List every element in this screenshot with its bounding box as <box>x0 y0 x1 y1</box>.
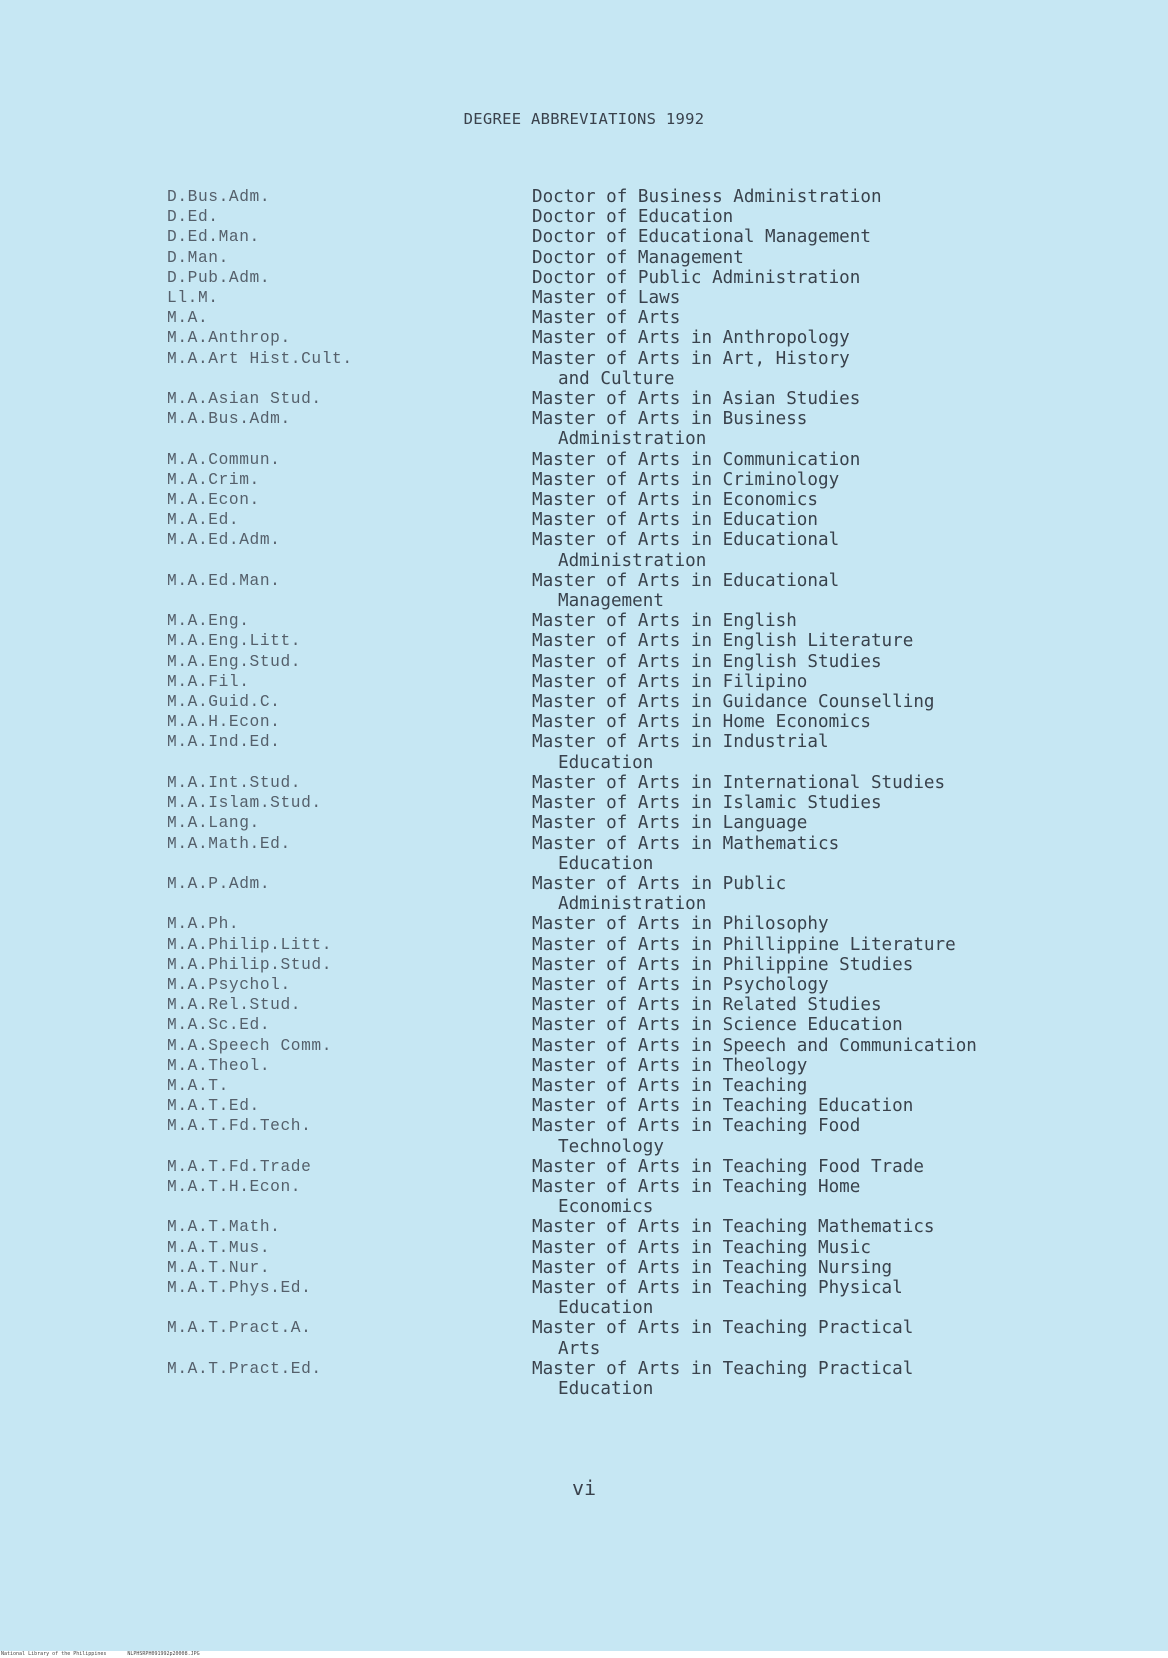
abbreviation-code: M.A.T.Ed. <box>167 1097 260 1116</box>
degree-name-line: Doctor of Educational Management <box>532 227 871 248</box>
abbreviation-code: M.A.Ind.Ed. <box>167 733 281 752</box>
degree-name <box>532 1076 807 1096</box>
degree-name-line: Master of Arts in Communication <box>532 449 861 470</box>
abbreviation-code: M.A.Fil. <box>167 672 250 691</box>
abbreviation-entry <box>0 571 1168 611</box>
abbreviation-code: M.A.Theol. <box>167 1056 271 1075</box>
degree-name <box>532 834 839 874</box>
abbreviation-code: M.A.Art Hist.Cult. <box>167 349 353 368</box>
degree-name <box>532 1217 935 1237</box>
degree-name <box>532 470 839 490</box>
abbreviation-code: M.A.Anthrop. <box>167 329 291 348</box>
abbreviation-code: M.A.Speech Comm. <box>167 1036 333 1055</box>
degree-name-line: Master of Arts in Science Education <box>532 1015 903 1036</box>
degree-name <box>532 530 839 570</box>
degree-name-line: Master of Arts in Related Studies <box>532 995 882 1016</box>
degree-name-line: Master of Arts in Industrial <box>532 732 829 753</box>
abbreviation-code: M.A.Philip.Stud. <box>167 955 333 974</box>
abbreviation-code: M.A.Commun. <box>167 450 281 469</box>
degree-name <box>532 1359 913 1399</box>
abbreviation-entry <box>0 248 1168 268</box>
abbreviation-entry <box>0 631 1168 651</box>
abbreviation-code: M.A.Bus.Adm. <box>167 410 291 429</box>
abbreviation-entry <box>0 268 1168 288</box>
abbreviation-entry <box>0 470 1168 490</box>
degree-name <box>532 248 744 268</box>
degree-name-continuation: Administration <box>558 429 707 450</box>
abbreviation-entry <box>0 1036 1168 1056</box>
abbreviation-entry <box>0 1217 1168 1237</box>
abbreviation-list <box>0 187 1168 1399</box>
abbreviation-entry <box>0 510 1168 530</box>
abbreviation-entry <box>0 308 1168 328</box>
degree-name <box>532 207 733 227</box>
degree-name <box>532 995 882 1015</box>
degree-name-line: Master of Arts in Phillippine Literature <box>532 934 956 955</box>
degree-name-line: Doctor of Business Administration <box>532 187 882 207</box>
degree-name <box>532 450 860 470</box>
abbreviation-entry <box>0 530 1168 570</box>
degree-name-line: Master of Arts in Guidance Counselling <box>532 692 935 713</box>
abbreviation-code: M.A.Eng.Litt. <box>167 632 302 651</box>
degree-name <box>532 712 871 732</box>
abbreviation-code: M.A.Sc.Ed. <box>167 1016 271 1035</box>
degree-name <box>532 1258 892 1278</box>
abbreviation-entry <box>0 975 1168 995</box>
abbreviation-entry <box>0 409 1168 449</box>
degree-name-continuation: Administration <box>558 894 707 915</box>
abbreviation-code: M.A.Math.Ed. <box>167 834 291 853</box>
abbreviation-code: M.A.T.Nur. <box>167 1258 271 1277</box>
abbreviation-entry <box>0 793 1168 813</box>
degree-name-line: Master of Arts in Teaching Music <box>532 1237 871 1258</box>
degree-name <box>532 652 882 672</box>
abbreviation-code: M.A.Psychol. <box>167 975 291 994</box>
abbreviation-entry <box>0 349 1168 389</box>
degree-name <box>532 349 850 389</box>
degree-name-line: Master of Arts in Business <box>532 409 808 430</box>
degree-name <box>532 1177 860 1217</box>
degree-name-line: Master of Arts in Teaching Practical <box>532 1358 914 1379</box>
degree-name-line: Master of Arts in Anthropology <box>532 328 850 349</box>
degree-name-line: Doctor of Education <box>532 207 734 228</box>
abbreviation-entry <box>0 1096 1168 1116</box>
abbreviation-code: M.A.Guid.C. <box>167 693 281 712</box>
abbreviation-entry <box>0 389 1168 409</box>
degree-name <box>532 793 882 813</box>
abbreviation-code: D.Bus.Adm. <box>167 188 271 206</box>
degree-name <box>532 389 860 409</box>
abbreviation-entry <box>0 490 1168 510</box>
degree-name <box>532 571 839 611</box>
degree-name <box>532 975 829 995</box>
degree-name <box>532 732 829 772</box>
abbreviation-code: M.A.Rel.Stud. <box>167 996 302 1015</box>
footer-library: National Library of the Philippines <box>1 1651 107 1657</box>
abbreviation-entry <box>0 207 1168 227</box>
footer-filename: NLPHSRPH091992p20008.JPG <box>127 1651 200 1657</box>
degree-name <box>532 409 807 449</box>
degree-name-line: Master of Arts in Teaching Food Trade <box>532 1156 924 1177</box>
degree-name-line: Master of Arts in Filipino <box>532 671 808 692</box>
degree-name-line: Master of Arts <box>532 308 681 329</box>
degree-name <box>532 611 797 631</box>
degree-name-continuation: Education <box>558 1378 654 1399</box>
abbreviation-entry <box>0 935 1168 955</box>
abbreviation-entry <box>0 914 1168 934</box>
degree-name-line: Master of Arts in Teaching Physical <box>532 1277 903 1298</box>
degree-name-line: Doctor of Management <box>532 247 744 268</box>
degree-name-continuation: Administration <box>558 550 707 571</box>
abbreviation-code: D.Pub.Adm. <box>167 268 271 287</box>
degree-name-line: Master of Arts in Teaching Mathematics <box>532 1217 935 1238</box>
degree-name <box>532 935 956 955</box>
degree-name-line: Master of Arts in Teaching Food <box>532 1116 861 1137</box>
degree-name-continuation: Technology <box>558 1136 664 1157</box>
abbreviation-entry <box>0 773 1168 793</box>
degree-name-line: Master of Arts in Teaching Education <box>532 1096 914 1117</box>
abbreviation-code: M.A.Ed.Adm. <box>167 531 281 550</box>
abbreviation-code: M.A.T.Pract.Ed. <box>167 1359 322 1378</box>
degree-name-line: Master of Laws <box>532 288 681 309</box>
degree-name <box>532 1116 860 1156</box>
abbreviation-entry <box>0 1015 1168 1035</box>
degree-name <box>532 490 818 510</box>
abbreviation-entry <box>0 874 1168 914</box>
degree-name-line: Master of Arts in English Studies <box>532 651 882 672</box>
page-title: DEGREE ABBREVIATIONS 1992 <box>463 110 705 128</box>
abbreviation-entry <box>0 1177 1168 1217</box>
degree-name-line: Master of Arts in Theology <box>532 1055 808 1076</box>
abbreviation-code: M.A.Ed.Man. <box>167 571 281 590</box>
abbreviation-code: M.A.T.Fd.Trade <box>167 1157 312 1176</box>
degree-name <box>532 692 935 712</box>
degree-name <box>532 328 850 348</box>
degree-name-line: Doctor of Public Administration <box>532 267 861 288</box>
abbreviation-entry <box>0 1318 1168 1358</box>
abbreviation-code: M.A.T.Math. <box>167 1218 281 1237</box>
abbreviation-code: M.A.Int.Stud. <box>167 773 302 792</box>
abbreviation-entry <box>0 1359 1168 1399</box>
degree-name-line: Master of Arts in International Studies <box>532 772 946 793</box>
degree-name-line: Master of Arts in Philosophy <box>532 914 829 935</box>
abbreviation-code: Ll.M. <box>167 289 219 308</box>
degree-name <box>532 510 818 530</box>
degree-name-line: Master of Arts in Economics <box>532 490 818 511</box>
abbreviation-entry <box>0 995 1168 1015</box>
degree-name <box>532 773 945 793</box>
abbreviation-entry <box>0 450 1168 470</box>
abbreviation-entry <box>0 672 1168 692</box>
abbreviation-entry <box>0 1238 1168 1258</box>
degree-name <box>532 308 680 328</box>
abbreviation-entry <box>0 1278 1168 1318</box>
abbreviation-code: M.A.Asian Stud. <box>167 390 322 409</box>
degree-name-continuation: Education <box>558 853 654 874</box>
degree-name-continuation: Management <box>558 591 664 612</box>
degree-name-line: Master of Arts in Psychology <box>532 974 829 995</box>
abbreviation-entry <box>0 328 1168 348</box>
degree-name <box>532 1157 924 1177</box>
abbreviation-code: M.A.P.Adm. <box>167 874 271 893</box>
abbreviation-entry <box>0 955 1168 975</box>
degree-name-line: Master of Arts in Teaching Practical <box>532 1318 914 1339</box>
degree-name <box>532 227 871 247</box>
abbreviation-code: M.A.Eng. <box>167 612 250 631</box>
degree-name-continuation: Economics <box>558 1197 654 1218</box>
degree-name-line: Master of Arts in Teaching <box>532 1075 808 1096</box>
degree-name <box>532 1278 903 1318</box>
degree-name-line: Master of Arts in Educational <box>532 530 840 551</box>
degree-name-line: Master of Arts in Mathematics <box>532 833 840 854</box>
abbreviation-code: M.A.T.Pract.A. <box>167 1319 312 1338</box>
abbreviation-entry <box>0 813 1168 833</box>
abbreviation-code: M.A.Eng.Stud. <box>167 652 302 671</box>
abbreviation-code: M.A.H.Econ. <box>167 713 281 732</box>
abbreviation-code: M.A.Econ. <box>167 491 260 510</box>
abbreviation-entry <box>0 288 1168 308</box>
abbreviation-entry <box>0 732 1168 772</box>
abbreviation-code: M.A.Crim. <box>167 470 260 489</box>
degree-name <box>532 1015 903 1035</box>
abbreviation-entry <box>0 1157 1168 1177</box>
abbreviation-entry <box>0 1258 1168 1278</box>
degree-name-line: Master of Arts in Educational <box>532 570 840 591</box>
abbreviation-entry <box>0 692 1168 712</box>
degree-name-line: Master of Arts in English Literature <box>532 631 914 652</box>
page-number: vi <box>571 1476 597 1500</box>
abbreviation-entry <box>0 834 1168 874</box>
degree-name <box>532 1036 977 1056</box>
abbreviation-code: M.A.T.Phys.Ed. <box>167 1278 312 1297</box>
abbreviation-code: M.A. <box>167 309 209 328</box>
degree-name-line: Master of Arts in Home Economics <box>532 712 871 733</box>
abbreviation-code: M.A.T. <box>167 1076 229 1095</box>
degree-name <box>532 1318 913 1358</box>
degree-name <box>532 672 807 692</box>
abbreviation-code: M.A.Lang. <box>167 814 260 833</box>
degree-name-line: Master of Arts in Language <box>532 813 808 834</box>
degree-name-line: Master of Arts in Philippine Studies <box>532 954 914 975</box>
abbreviation-entry <box>0 652 1168 672</box>
degree-name-line: Master of Arts in English <box>532 611 797 632</box>
scan-footer <box>0 1651 1168 1658</box>
degree-name-line: Master of Arts in Teaching Nursing <box>532 1257 893 1278</box>
degree-name <box>532 1238 871 1258</box>
degree-name-line: Master of Arts in Asian Studies <box>532 389 861 410</box>
abbreviation-code: M.A.T.Fd.Tech. <box>167 1117 312 1136</box>
abbreviation-code: M.A.T.Mus. <box>167 1238 271 1257</box>
degree-name-line: Master of Arts in Education <box>532 510 818 531</box>
abbreviation-entry <box>0 227 1168 247</box>
abbreviation-code: M.A.Philip.Litt. <box>167 935 333 954</box>
degree-name-line: Master of Arts in Speech and Communication <box>532 1035 977 1056</box>
degree-name <box>532 914 829 934</box>
degree-name <box>532 268 860 288</box>
degree-name <box>532 631 913 651</box>
abbreviation-code: D.Ed. <box>167 208 219 227</box>
degree-name <box>532 1096 913 1116</box>
degree-name-line: Master of Arts in Art, History <box>532 348 850 369</box>
degree-name <box>532 288 680 308</box>
degree-name <box>532 187 882 207</box>
abbreviation-code: D.Ed.Man. <box>167 228 260 247</box>
degree-name <box>532 874 786 914</box>
abbreviation-entry <box>0 187 1168 207</box>
degree-name-line: Master of Arts in Teaching Home <box>532 1176 861 1197</box>
degree-name <box>532 1056 807 1076</box>
degree-name-line: Master of Arts in Public <box>532 873 787 894</box>
degree-name-line: Master of Arts in Criminology <box>532 469 840 490</box>
abbreviation-code: M.A.Ph. <box>167 915 240 934</box>
degree-name <box>532 813 807 833</box>
degree-name-continuation: Education <box>558 752 654 773</box>
degree-name-continuation: Education <box>558 1298 654 1319</box>
abbreviation-entry <box>0 1116 1168 1156</box>
degree-name-continuation: Arts <box>558 1338 601 1359</box>
abbreviation-entry <box>0 712 1168 732</box>
abbreviation-entry <box>0 611 1168 631</box>
degree-name-continuation: and Culture <box>558 368 675 389</box>
abbreviation-code: M.A.Ed. <box>167 511 240 530</box>
abbreviation-code: M.A.Islam.Stud. <box>167 794 322 813</box>
abbreviation-entry <box>0 1056 1168 1076</box>
degree-name-line: Master of Arts in Islamic Studies <box>532 793 882 814</box>
abbreviation-entry <box>0 1076 1168 1096</box>
abbreviation-code: D.Man. <box>167 248 229 267</box>
degree-name <box>532 955 913 975</box>
abbreviation-code: M.A.T.H.Econ. <box>167 1177 302 1196</box>
